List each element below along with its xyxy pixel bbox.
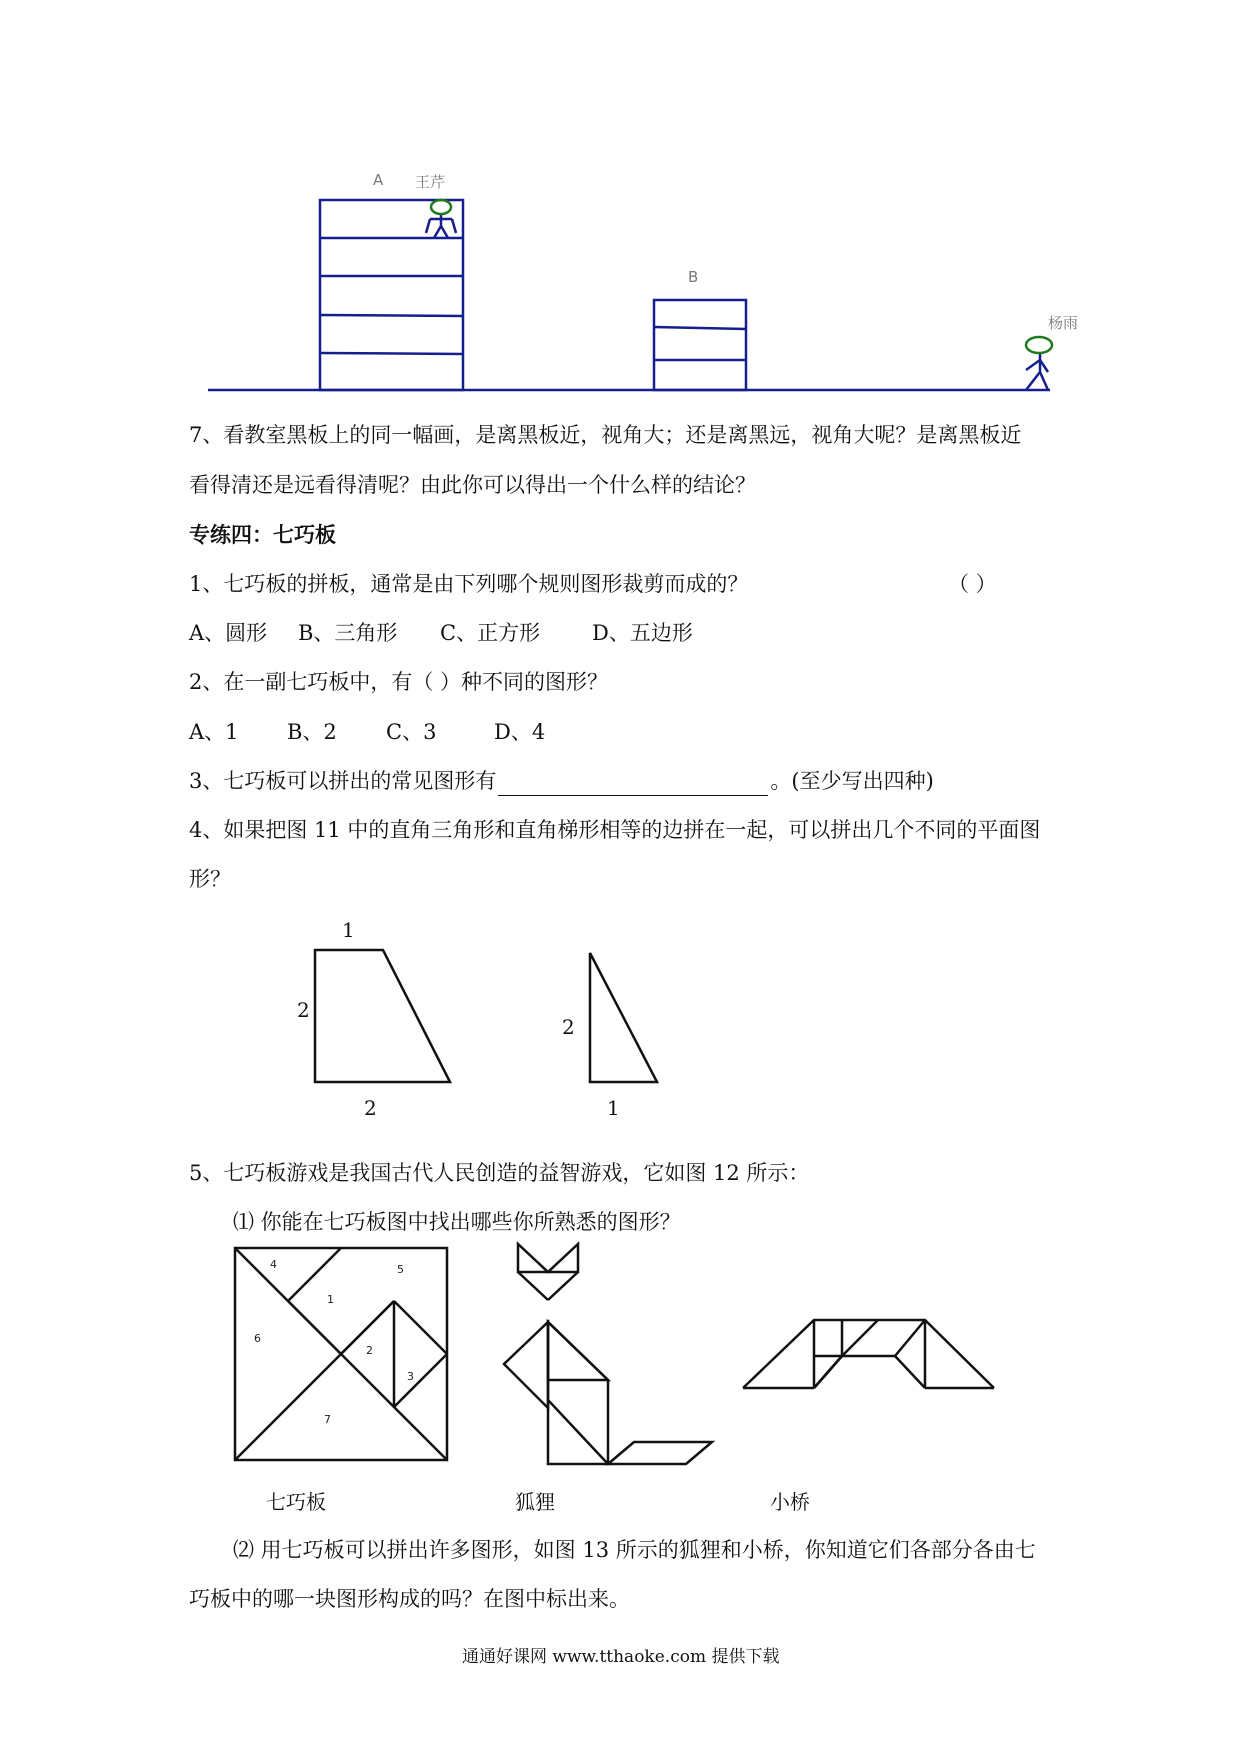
q1-answer-bracket[interactable]: （ ） — [948, 572, 997, 596]
q5-sub2-line1: ⑵ 用七巧板可以拼出许多图形，如图 13 所示的狐狸和小桥，你知道它们各部分各由七 — [233, 1538, 1036, 1562]
triangle-left-label: 2 — [562, 1015, 575, 1039]
q1-option-d[interactable]: D、五边形 — [592, 621, 693, 645]
q7-line1: 7、看教室黑板上的同一幅画，是离黑板近，视角大；还是离黑远，视角大呢？是离黑板近 — [189, 423, 1022, 447]
label-yangyu: 杨雨 — [1048, 314, 1079, 332]
fox-figure — [504, 1244, 712, 1464]
label-wangfang: 王芹 — [415, 173, 446, 191]
q1-text: 1、七巧板的拼板，通常是由下列哪个规则图形裁剪而成的？ — [189, 572, 749, 596]
q5-sub2-line2: 巧板中的哪一块图形构成的吗？在图中标出来。 — [189, 1587, 630, 1611]
q4-line2: 形？ — [189, 867, 231, 891]
tangram-piece-1: 1 — [327, 1293, 334, 1306]
q2-option-b[interactable]: B、2 — [287, 720, 337, 744]
q3-answer-blank[interactable] — [498, 773, 768, 796]
q3-prefix: 3、七巧板可以拼出的常见图形有 — [189, 769, 497, 793]
caption-bridge: 小桥 — [770, 1490, 810, 1514]
caption-tangram: 七巧板 — [266, 1490, 326, 1514]
q1-option-b[interactable]: B、三角形 — [298, 621, 398, 645]
q4-line1: 4、如果把图 11 中的直角三角形和直角梯形相等的边拼在一起，可以拼出几个不同的平面图 — [189, 818, 1041, 842]
label-b: B — [688, 268, 699, 286]
trapezoid-bottom-label: 2 — [364, 1096, 377, 1120]
q2-text: 2、在一副七巧板中，有（ ）种不同的图形？ — [189, 670, 609, 694]
q3-suffix: 。(至少写出四种) — [770, 769, 934, 793]
trapezoid-left-label: 2 — [297, 998, 310, 1022]
tangram-square — [235, 1248, 447, 1460]
trapezoid-top-label: 1 — [342, 918, 355, 942]
q2-option-c[interactable]: C、3 — [386, 720, 437, 744]
tangram-piece-7: 7 — [324, 1413, 331, 1426]
building-b — [654, 300, 746, 390]
caption-fox: 狐狸 — [515, 1490, 555, 1514]
buildings-figure — [0, 0, 1240, 420]
q5-sub1: ⑴ 你能在七巧板图中找出哪些你所熟悉的图形？ — [233, 1210, 681, 1234]
person-wangfang — [426, 214, 456, 238]
right-triangle — [590, 953, 657, 1082]
section-title: 专练四：七巧板 — [189, 522, 336, 547]
tangram-piece-2: 2 — [366, 1344, 373, 1357]
tangram-piece-6: 6 — [254, 1332, 261, 1345]
q2-option-d[interactable]: D、4 — [494, 720, 546, 744]
page-footer: 通通好课网 www.tthaoke.com 提供下载 — [462, 1647, 780, 1667]
q7-line2: 看得清还是远看得清呢？由此你可以得出一个什么样的结论？ — [189, 473, 756, 497]
tangram-piece-5: 5 — [397, 1263, 404, 1276]
tangram-piece-4: 4 — [270, 1258, 277, 1271]
label-a: A — [373, 171, 384, 189]
person-yangyu — [1026, 353, 1048, 390]
tangram-piece-3: 3 — [407, 1370, 414, 1383]
bridge-figure — [743, 1320, 994, 1388]
q2-option-a[interactable]: A、1 — [189, 720, 239, 744]
right-trapezoid — [315, 950, 450, 1082]
q1-option-a[interactable]: A、圆形 — [189, 621, 268, 645]
q5-text: 5、七巧板游戏是我国古代人民创造的益智游戏，它如图 12 所示： — [189, 1161, 810, 1185]
q3-line — [189, 766, 934, 796]
triangle-bottom-label: 1 — [607, 1096, 620, 1120]
q1-option-c[interactable]: C、正方形 — [440, 621, 541, 645]
